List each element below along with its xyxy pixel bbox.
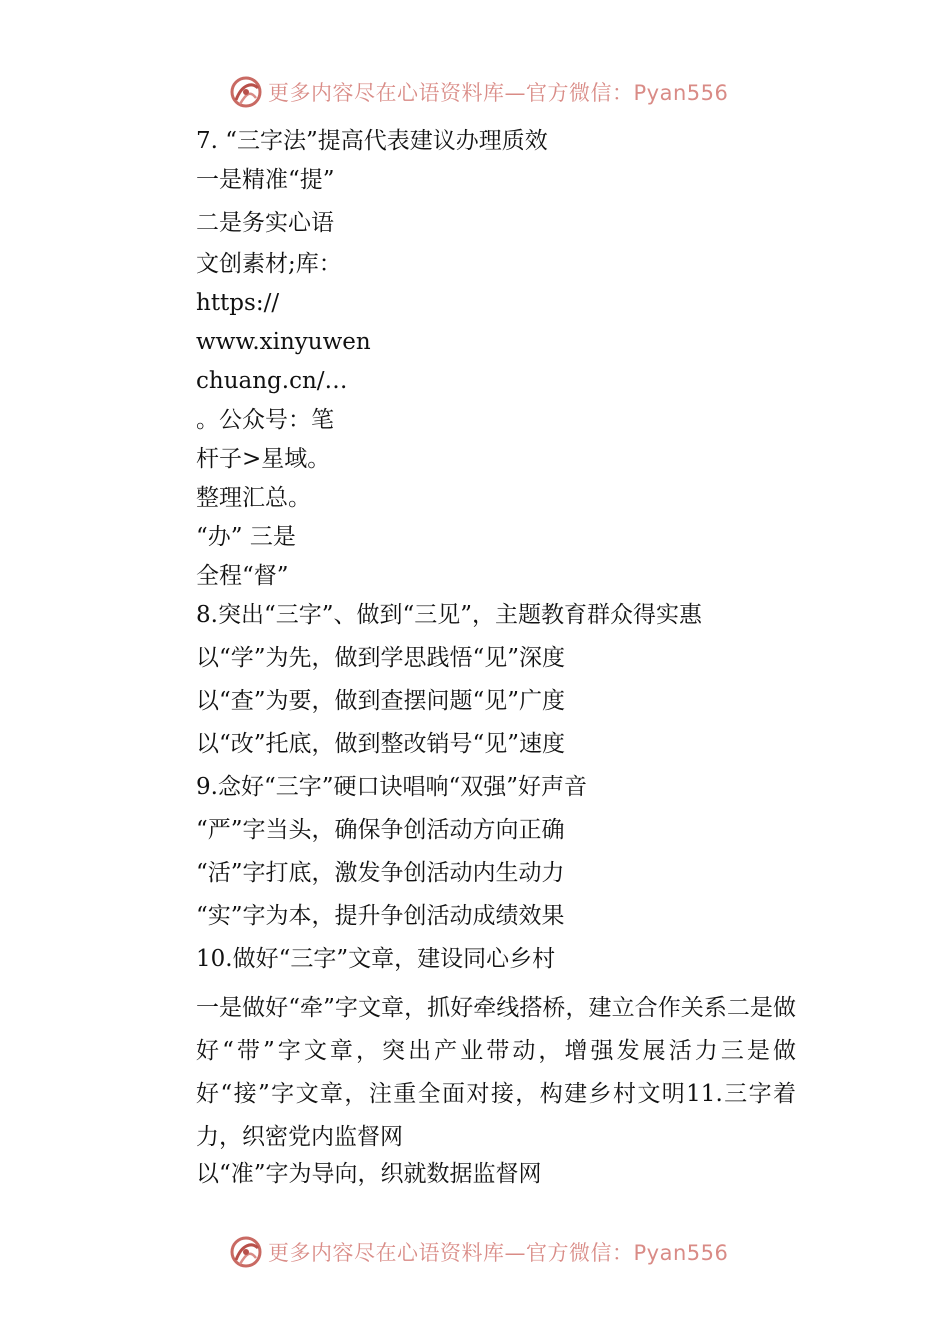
text-line: 一是精准“提” — [196, 167, 335, 193]
text-line: 全程“督” — [196, 563, 289, 589]
text-line: “办” 三是 — [196, 524, 296, 550]
text-line: 9.念好“三字”硬口诀唱响“双强”好声音 — [196, 774, 587, 800]
text-line: 文创素材;库： — [196, 251, 342, 277]
text-line: “实”字为本，提升争创活动成绩效果 — [196, 903, 565, 929]
text-line: 。公众号：笔 — [196, 407, 334, 433]
swirl-logo-icon — [228, 1234, 264, 1270]
swirl-logo-icon — [228, 74, 264, 110]
document-body — [196, 126, 796, 1202]
text-line: 整理汇总。 — [196, 485, 311, 511]
banner-text: 更多内容尽在心语资料库—官方微信：Pyan556 — [268, 1241, 729, 1265]
text-line: 7. “三字法”提高代表建议办理质效 — [196, 128, 548, 154]
text-line: www.xinyuwen — [196, 329, 371, 355]
text-line: “严”字当头，确保争创活动方向正确 — [196, 817, 565, 843]
text-line: https:// — [196, 290, 280, 316]
text-paragraph: 一是做好“牵”字文章，抓好牵线搭桥，建立合作关系二是做好“带”字文章，突出产业带动，增强发展活力三是做好“接”字文章，注重全面对接，构建乡村文明11.三字着力，织密党内监督网 — [196, 995, 796, 1150]
text-line: 10.做好“三字”文章，建设同心乡村 — [196, 946, 556, 972]
text-line: 以“查”为要，做到查摆问题“见”广度 — [196, 688, 566, 714]
text-line: 以“学”为先，做到学思践悟“见”深度 — [196, 645, 566, 671]
text-line: “活”字打底，激发争创活动内生动力 — [196, 860, 565, 886]
text-line: 8.突出“三字”、做到“三见”，主题教育群众得实惠 — [196, 602, 702, 628]
text-line: chuang.cn/… — [196, 368, 348, 394]
banner-text: 更多内容尽在心语资料库—官方微信：Pyan556 — [268, 81, 729, 105]
header-banner — [228, 72, 748, 112]
text-line: 以“改”托底，做到整改销号“见”速度 — [196, 731, 566, 757]
text-line: 杆子>星域。 — [196, 446, 331, 472]
text-line: 二是务实心语 — [196, 210, 334, 236]
text-line: 以“准”字为导向，织就数据监督网 — [196, 1161, 542, 1187]
footer-banner — [228, 1232, 748, 1272]
